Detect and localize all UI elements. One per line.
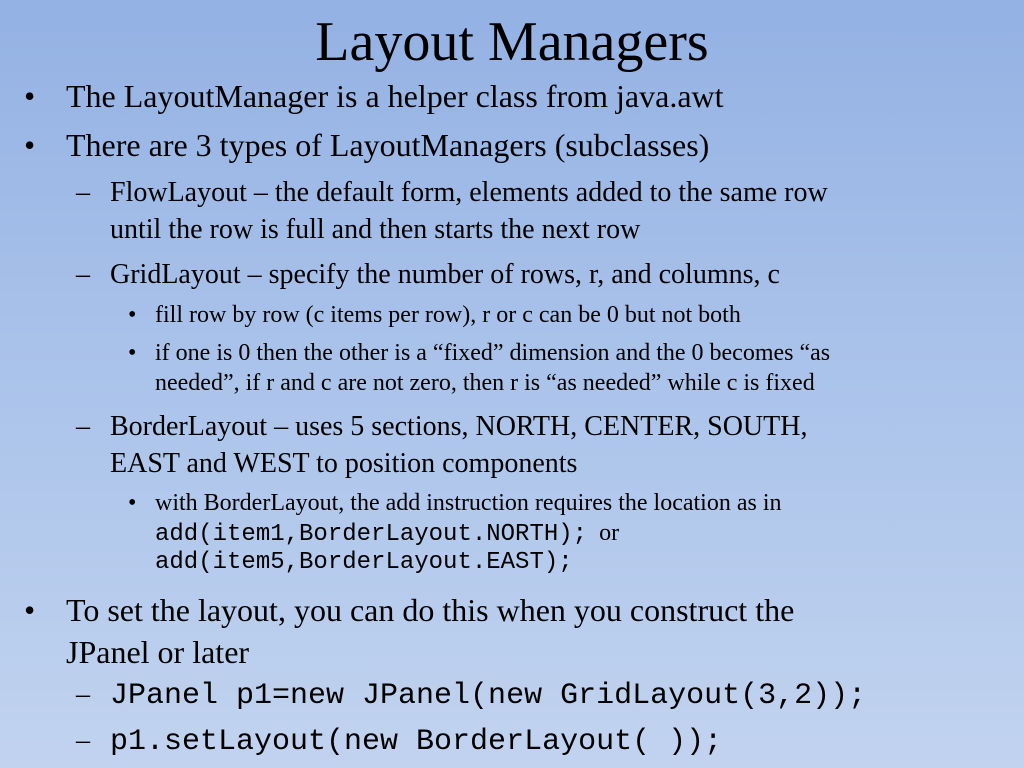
gridlayout-line-1: GridLayout – specify the number of rows, r, and columns, c <box>110 259 780 290</box>
dash-marker: – <box>76 259 90 290</box>
bullet-marker: • <box>24 592 36 628</box>
dash-marker: – <box>76 725 90 756</box>
gridlayout-sub-1: fill row by row (c items per row), r or c can be 0 but not both <box>155 302 741 328</box>
sub-bullet-marker: • <box>128 490 137 516</box>
borderlayout-line-1: BorderLayout – uses 5 sections, NORTH, CENTER, SOUTH, <box>110 411 808 442</box>
code-add-east: add(item5,BorderLayout.EAST); <box>155 549 573 576</box>
bullet-three-types: There are 3 types of LayoutManagers (subclasses) <box>66 127 710 163</box>
bullet-marker: • <box>24 78 36 114</box>
borderlayout-line-2: EAST and WEST to position components <box>110 448 578 479</box>
slide-title: Layout Managers <box>315 11 709 73</box>
bullet-set-layout-line-1: To set the layout, you can do this when you construct the <box>66 592 795 628</box>
dash-marker: – <box>76 177 90 208</box>
code-add-north: add(item1,BorderLayout.NORTH); <box>155 521 588 548</box>
code-setlayout-borderlayout: p1.setLayout(new BorderLayout( )); <box>110 725 723 759</box>
borderlayout-sub-1: with BorderLayout, the add instruction requires the location as in <box>155 490 782 516</box>
gridlayout-sub-2-line-2: needed”, if r and c are not zero, then r is “as needed” while c is fixed <box>155 370 815 396</box>
code-new-jpanel-gridlayout: JPanel p1=new JPanel(new GridLayout(3,2)); <box>110 679 867 713</box>
sub-bullet-marker: • <box>128 302 137 328</box>
or-text: or <box>599 520 620 546</box>
bullet-layoutmanager-helper: The LayoutManager is a helper class from java.awt <box>66 78 724 114</box>
flowlayout-line-2: until the row is full and then starts the next row <box>110 214 641 245</box>
borderlayout-code-1-row <box>155 518 619 550</box>
flowlayout-line-1: FlowLayout – the default form, elements added to the same row <box>110 177 828 208</box>
dash-marker: – <box>76 679 90 710</box>
bullet-marker: • <box>24 127 36 163</box>
dash-marker: – <box>76 411 90 442</box>
gridlayout-sub-2-line-1: if one is 0 then the other is a “fixed” dimension and the 0 becomes “as <box>155 340 831 366</box>
sub-bullet-marker: • <box>128 340 137 366</box>
bullet-set-layout-line-2: JPanel or later <box>66 634 250 670</box>
